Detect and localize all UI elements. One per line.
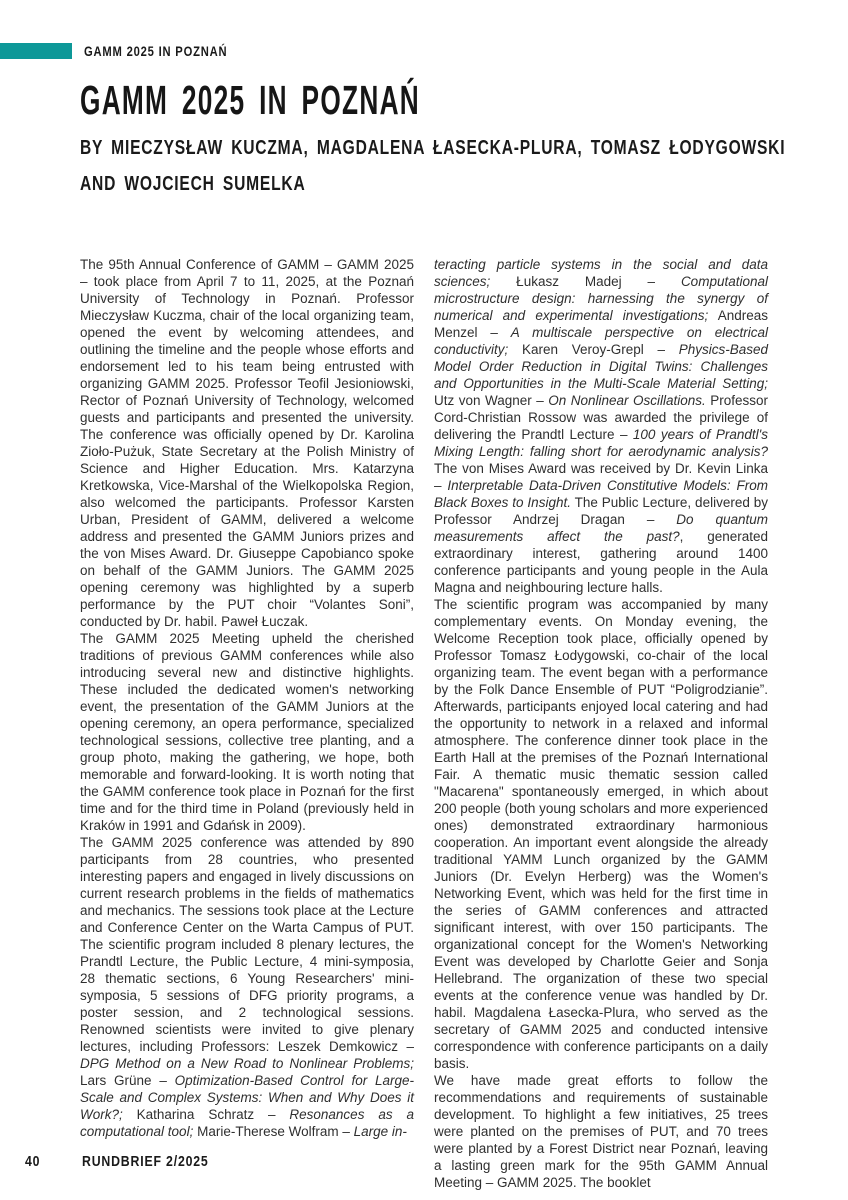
text-run: The Public Lecture, delivered by Professor Andrzej Dragan – — [434, 495, 768, 527]
page-number: 40 — [25, 1153, 41, 1170]
text-run: The GAMM 2025 conference was attended by 890 participants from 28 countries, who presented interesting papers and engaged in lively discussions on current research problems in the fields of mathematics and mechanics. The sessions took place at the Lecture and Conference Center on the Warta Campus of PUT. The scientific program included 8 plenary lectures, the Prandtl Lecture, the Public Lecture, 4 mini-symposia, 28 thematic sections, 6 Young Researchers' mini-symposia, 5 sessions of DFG priority programs, a poster session, and 2 technological sessions. Renowned scientists were invited to give plenary lectures, including Professors: Leszek Demkowicz – — [80, 835, 414, 1054]
byline-line-1-container — [80, 130, 848, 166]
paragraph — [80, 630, 414, 834]
paragraph — [80, 256, 414, 630]
journal-title: RUNDBRIEF 2/2025 — [82, 1153, 209, 1170]
italic-text-run: Physics-Based Model Order Reduction in Digital Twins: Challenges and Opportunities in the Multi-Scale Material Setting; — [434, 342, 768, 391]
paragraph — [434, 596, 768, 1072]
text-run: Karen Veroy-Grepl – — [508, 342, 679, 357]
text-run: Utz von Wagner – — [434, 393, 549, 408]
text-run: Lars Grüne – — [80, 1073, 175, 1088]
column-right — [434, 256, 768, 1191]
italic-text-run: Resonances as a computational tool; — [80, 1107, 414, 1139]
text-run: The von Mises Award was received by Dr. Kevin Linka – — [434, 461, 768, 493]
page-footer — [0, 1152, 848, 1172]
italic-text-run: teracting particle systems in the social and data sciences; — [434, 257, 768, 289]
article-title: GAMM 2025 IN POZNAŃ — [80, 77, 421, 123]
paragraph — [434, 1072, 768, 1191]
byline-line-1: BY MIECZYSŁAW KUCZMA, MAGDALENA ŁASECKA-PLURA, TOMASZ ŁODYGOWSKI — [80, 137, 786, 159]
page-title-container — [80, 77, 611, 124]
text-run: Marie-Therese Wolfram – — [193, 1124, 354, 1139]
text-run: Łukasz Madej – — [490, 274, 681, 289]
text-run: Katharina Schratz – — [122, 1107, 290, 1122]
italic-text-run: On Nonlinear Oscillations. — [548, 393, 706, 408]
italic-text-run: Large in- — [353, 1124, 407, 1139]
running-head-container — [84, 43, 263, 59]
text-run: , generated extraordinary interest, gathering around 1400 conference participants and young people in the Aula Magna and neighbouring lecture halls. — [434, 529, 768, 595]
italic-text-run: Interpretable Data-Driven Constitutive Models: From Black Boxes to Insight. — [434, 478, 768, 510]
italic-text-run: Do quantum measurements affect the past? — [434, 512, 768, 544]
italic-text-run: A multiscale perspective on electrical conductivity; — [434, 325, 768, 357]
column-left — [80, 256, 414, 1191]
italic-text-run: DPG Method on a New Road to Nonlinear Problems; — [80, 1056, 414, 1071]
italic-text-run: Computational microstructure design: harnessing the synergy of numerical and experimental investigations; — [434, 274, 768, 323]
text-run: We have made great efforts to follow the recommendations and requirements of sustainable development. To highlight a few initiatives, 25 trees were planted on the premises of PUT, and 70 trees were planted by a Forest District near Poznań, leaving a lasting green mark for the 95th GAMM Annual Meeting – GAMM 2025. The booklet — [434, 1073, 768, 1190]
article-body — [80, 256, 768, 1191]
byline — [80, 130, 848, 202]
paragraph — [434, 256, 768, 596]
accent-bar — [0, 43, 72, 59]
italic-text-run: Optimization-Based Control for Large-Scale and Complex Systems: When and Why Does it Work?; — [80, 1073, 414, 1122]
italic-text-run: 100 years of Prandtl's Mixing Length: falling short for aerodynamic analysis? — [434, 427, 768, 459]
text-run: The 95th Annual Conference of GAMM – GAMM 2025 – took place from April 7 to 11, 2025, at the Poznań University of Technology in Poznań. Professor Mieczysław Kuczma, chair of the local organizing team, opened the event by welcoming attendees, and outlining the timeline and the people whose efforts and endorsement led to his team being entrusted with organizing GAMM 2025. Professor Teofil Jesioniowski, Rector of Poznań University of Technology, welcomed guests and participants and presented the university. The conference was officially opened by Dr. Karolina Zioło-Pużuk, State Secretary at the Polish Ministry of Science and Higher Education. Mrs. Katarzyna Kretkowska, Vice-Marshal of the Wielkopolska Region, also welcomed the participants. Professor Karsten Urban, President of GAMM, delivered a welcome address and presented the GAMM Juniors prizes and the von Mises Award. Dr. Giuseppe Capobianco spoke on behalf of the GAMM Juniors. The GAMM 2025 opening ceremony was highlighted by a superb performance by the PUT choir “Volantes Soni”, conducted by Dr. habil. Paweł Łuczak. — [80, 257, 414, 629]
running-head: GAMM 2025 IN POZNAŃ — [84, 43, 228, 59]
text-run: The scientific program was accompanied by many complementary events. On Monday evening, the Welcome Reception took place, officially opened by Professor Tomasz Łodygowski, co-chair of the local organizing team. The event began with a performance by the Folk Dance Ensemble of PUT “Poligrodzianie”. Afterwards, participants enjoyed local catering and had the opportunity to network in a relaxed and informal atmosphere. The conference dinner took place in the Earth Hall at the premises of the Poznań International Fair. A thematic music thematic session called "Macarena" spontaneously emerged, in which about 200 people (both young scholars and more experienced ones) demonstrated extraordinary harmonious cooperation. An important event alongside the already traditional YAMM Lunch organized by the GAMM Juniors (Dr. Evelyn Herberg) was the Women's Networking Event, which was held for the first time in the series of GAMM conferences and attracted significant interest, with over 150 participants. The organizational concept for the Women's Networking Event was developed by Charlotte Geier and Sonja Hellebrand. The organization of these two special events at the conference venue was handled by Dr. habil. Magdalena Łasecka-Plura, who served as the secretary of GAMM 2025 and conducted intensive correspondence with conference participants on a daily basis. — [434, 597, 768, 1071]
text-run: Professor Cord-Christian Rossow was awarded the privilege of delivering the Prandtl Lecture – — [434, 393, 768, 442]
byline-line-2: AND WOJCIECH SUMELKA — [80, 173, 306, 195]
text-run: The GAMM 2025 Meeting upheld the cherished traditions of previous GAMM conferences while also introducing several new and distinctive highlights. These included the dedicated women's networking event, the presentation of the GAMM Juniors at the opening ceremony, an opera performance, specialized technological sessions, collective tree planting, and a group photo, making the gathering, we hope, both memorable and forward-looking. It is worth noting that the GAMM conference took place in Poznań for the first time and for the third time in Poland (previously held in Kraków in 1991 and Gdańsk in 2009). — [80, 631, 414, 833]
byline-line-2-container — [80, 166, 848, 202]
text-run: Andreas Menzel – — [434, 308, 768, 340]
paragraph — [80, 834, 414, 1140]
